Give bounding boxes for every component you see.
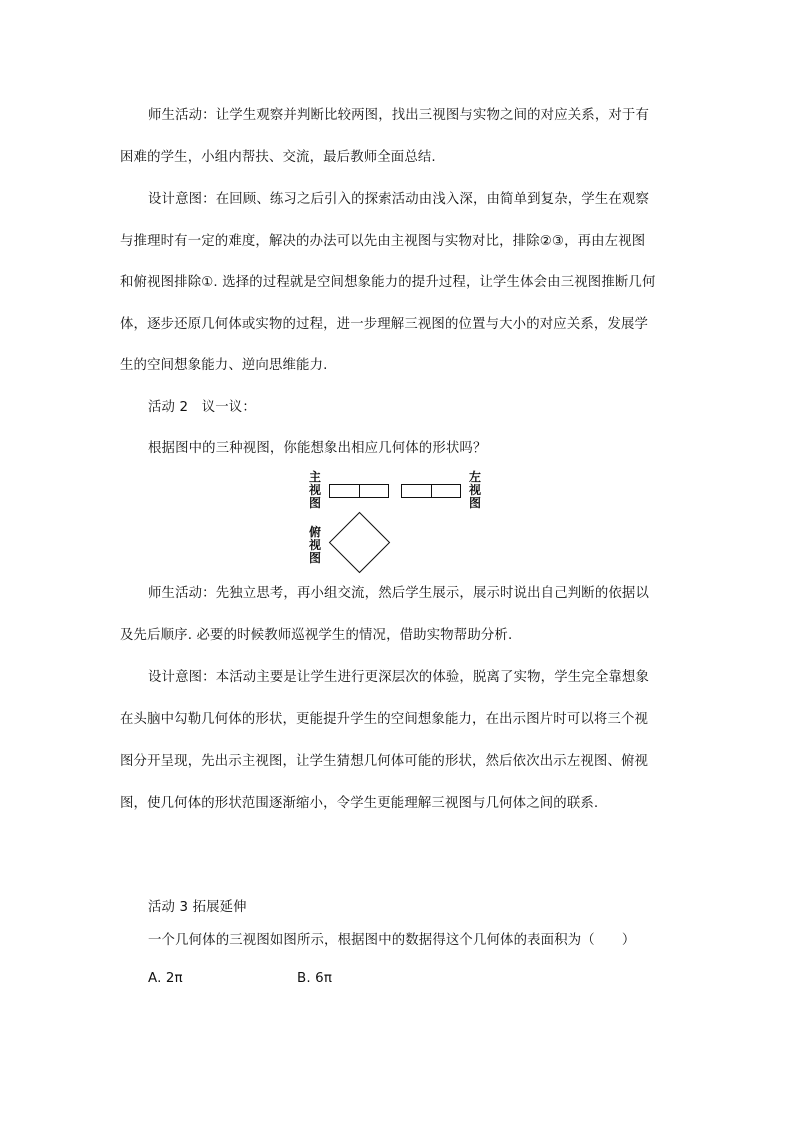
paragraph-line: 设计意图：在回顾、练习之后引入的探索活动由浅入深，由简单到复杂，学生在观察 bbox=[148, 192, 650, 207]
paragraph-line: 及先后顺序. 必要的时候教师巡视学生的情况，借助实物帮助分析. bbox=[120, 628, 513, 643]
question-line: 根据图中的三种视图，你能想象出相应几何体的形状吗？ bbox=[148, 441, 487, 456]
top-view-label: 俯视图 bbox=[308, 525, 321, 565]
paragraph-line: 图分开呈现，先出示主视图，让学生猜想几何体可能的形状，然后依次出示左视图、俯视 bbox=[120, 754, 649, 769]
paragraph-line: 生的空间想象能力、逆向思维能力. bbox=[120, 358, 328, 373]
paragraph-line: 图，使几何体的形状范围逐渐缩小，令学生更能理解三视图与几何体之间的联系. bbox=[120, 796, 599, 811]
paragraph-line: 困难的学生，小组内帮扶、交流，最后教师全面总结. bbox=[120, 150, 436, 165]
top-view-square bbox=[330, 513, 390, 573]
activity-heading: 活动 2 议一议： bbox=[148, 400, 256, 415]
paragraph-line: 设计意图：本活动主要是让学生进行更深层次的体验，脱离了实物，学生完全靠想象 bbox=[148, 670, 650, 685]
option-a: A. 2π bbox=[148, 971, 183, 986]
paragraph-line: 师生活动：先独立思考，再小组交流，然后学生展示，展示时说出自己判断的依据以 bbox=[148, 586, 650, 601]
front-view-label: 主视图 bbox=[308, 470, 321, 510]
left-view-label: 左视图 bbox=[468, 470, 481, 510]
paragraph-line: 在头脑中勾勒几何体的形状，更能提升学生的空间想象能力，在出示图片时可以将三个视 bbox=[120, 712, 649, 727]
question-line: 一个几何体的三视图如图所示，根据图中的数据得这个几何体的表面积为（ ） bbox=[148, 933, 636, 948]
paragraph-line: 体，逐步还原几何体或实物的过程，进一步理解三视图的位置与大小的对应关系，发展学 bbox=[120, 317, 649, 332]
option-b: B. 6π bbox=[297, 971, 333, 986]
activity-heading: 活动 3 拓展延伸 bbox=[148, 900, 247, 915]
paragraph-line: 与推理时有一定的难度，解决的办法可以先由主视图与实物对比，排除②③，再由左视图 bbox=[120, 234, 646, 249]
view-drawings bbox=[300, 466, 470, 576]
paragraph-line: 和俯视图排除①. 选择的过程就是空间想象能力的提升过程，让学生体会由三视图推断几何 bbox=[120, 275, 656, 290]
paragraph-line: 师生活动：让学生观察并判断比较两图，找出三视图与实物之间的对应关系，对于有 bbox=[148, 108, 650, 123]
